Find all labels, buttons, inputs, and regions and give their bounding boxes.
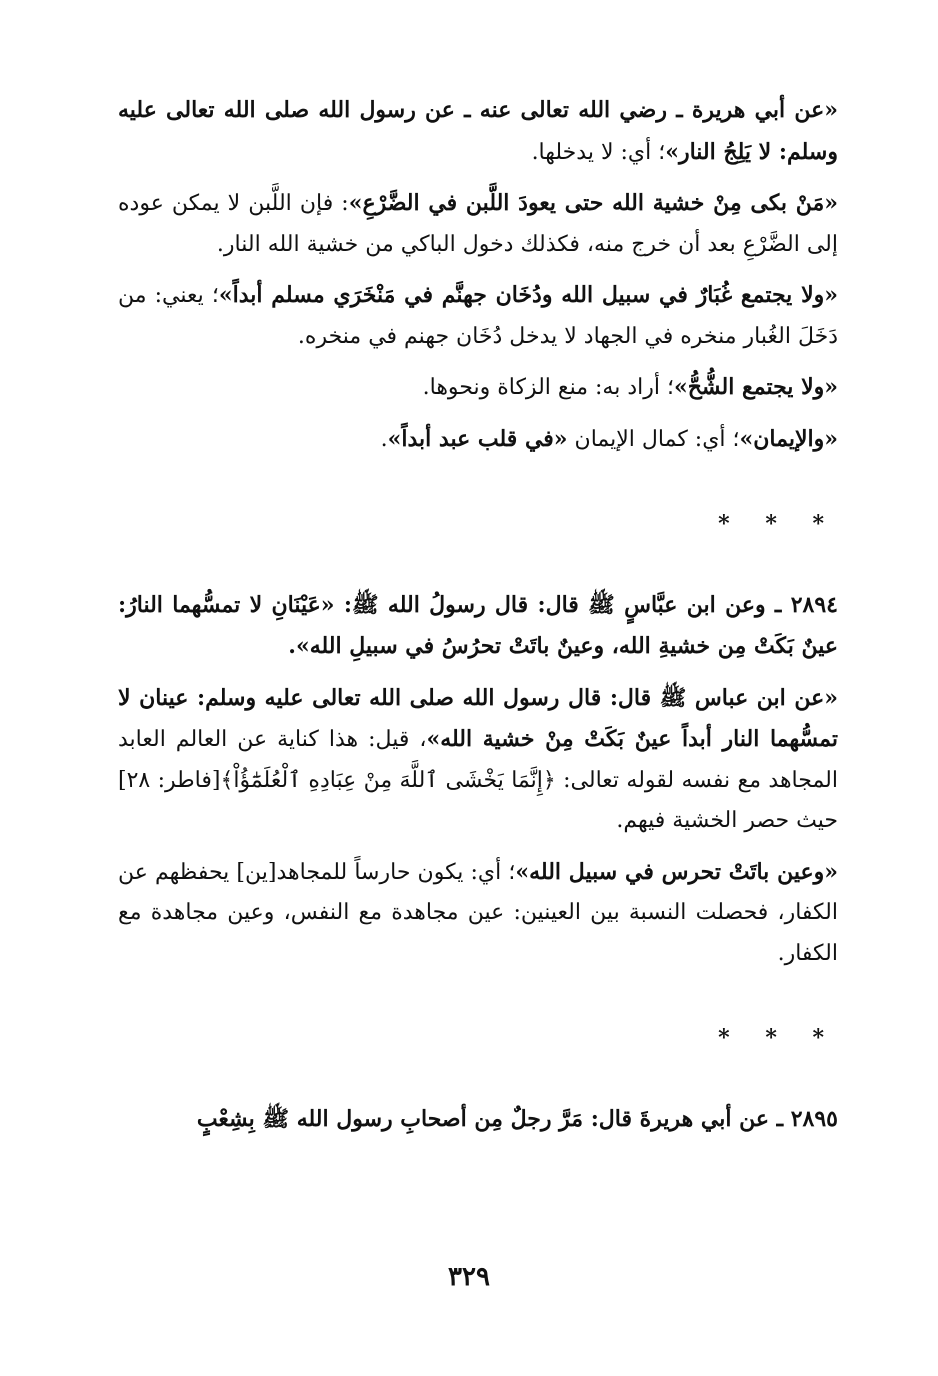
commentary-text: ؛ يعني: من دَخَلَ الغُبار منخره في الجهاد لا يدخل دُخَان جهنم في منخره. [118, 283, 838, 349]
commentary-text: : فإن اللَّبن لا يمكن عوده إلى الضَّرْعِ بعد أن خرج منه، فكذلك دخول الباكي من خشية الله النار. [118, 191, 838, 257]
paragraph [118, 585, 838, 668]
quoted-text: «عن أبي هريرة ـ رضي الله تعالى عنه ـ عن رسول الله صلى الله تعالى عليه وسلم: لا يَلِجُ النار» [118, 97, 838, 165]
section-separator: * * * [718, 511, 838, 537]
paragraph [118, 1099, 838, 1141]
commentary-text: ؛ أي: لا يدخلها. [531, 139, 666, 165]
hadith-2895 [118, 1099, 838, 1141]
page-number: ٣٢٩ [448, 1262, 490, 1292]
paragraph [118, 678, 838, 842]
quoted-text: ٢٨٩٥ ـ عن أبي هريرةَ قال: مَرَّ رجلٌ مِن أصحابِ رسول الله ﷺ بِشِعْبٍ [196, 1105, 838, 1132]
quoted-text: «ولا يجتمع الشُّحُّ» [673, 374, 838, 400]
commentary-block-2894 [118, 678, 838, 975]
commentary-text: . [380, 426, 388, 452]
commentary-text: ، قيل: هذا كناية عن العالم العابد المجاهد مع نفسه لقوله تعالى: ﴿إِنَّمَا يَخْشَى ٱللَّهَ مِنْ عِبَادِهِ ٱلْعُلَمَٰٓؤُاْ﴾[فاطر: ٢٨] حيث حصر الخشية فيهم. [118, 727, 838, 833]
quoted-text: «وعين باتَتْ تحرس في سبيل الله» [515, 858, 838, 885]
commentary-text: ؛ أي: كمال الإيمان [567, 426, 740, 452]
quoted-text: ٢٨٩٤ ـ وعن ابن عبَّاسٍ ﷺ قال: قال رسولُ الله ﷺ: «عَيْنَانِ لا تمسُّهما النارُ: عينٌ بَكَتْ مِن خشيةِ الله، وعينٌ باتَتْ تحرُسُ في سبيلِ الله». [118, 591, 838, 659]
paragraph [118, 367, 838, 409]
paragraph [118, 852, 838, 975]
quoted-text: «ولا يجتمع غُبَارٌ في سبيل الله ودُخَان جهنَّم في مَنْخَرَي مسلم أبداً» [218, 282, 839, 308]
paragraph [118, 419, 838, 461]
paragraph [118, 183, 838, 265]
quoted-text: «في قلب عبد أبداً» [387, 425, 568, 452]
quoted-text: «عن ابن عباس ﷺ قال: قال رسول الله صلى الله تعالى عليه وسلم: عينان لا تمسُّهما النار أبداً عينٌ بَكَتْ مِنْ خشية الله» [118, 684, 839, 752]
quoted-text: «والإيمان» [739, 425, 838, 452]
page-body [118, 90, 838, 1150]
quoted-text: «مَنْ بكى مِنْ خشية الله حتى يعودَ اللَّبن في الضَّرْعِ» [348, 190, 838, 216]
paragraph [118, 90, 838, 173]
section-separator: * * * [718, 1025, 838, 1051]
hadith-2894 [118, 585, 838, 668]
commentary-block-2893 [118, 90, 838, 460]
commentary-text: ؛ أي: يكون حارساً للمجاهد[ين] يحفظهم عن الكفار، فحصلت النسبة بين العينين: عين مجاهدة مع النفس، وعين مجاهدة مع الكفار. [118, 859, 838, 966]
paragraph [118, 275, 838, 357]
commentary-text: ؛ أراد به: منع الزكاة ونحوها. [422, 375, 674, 400]
